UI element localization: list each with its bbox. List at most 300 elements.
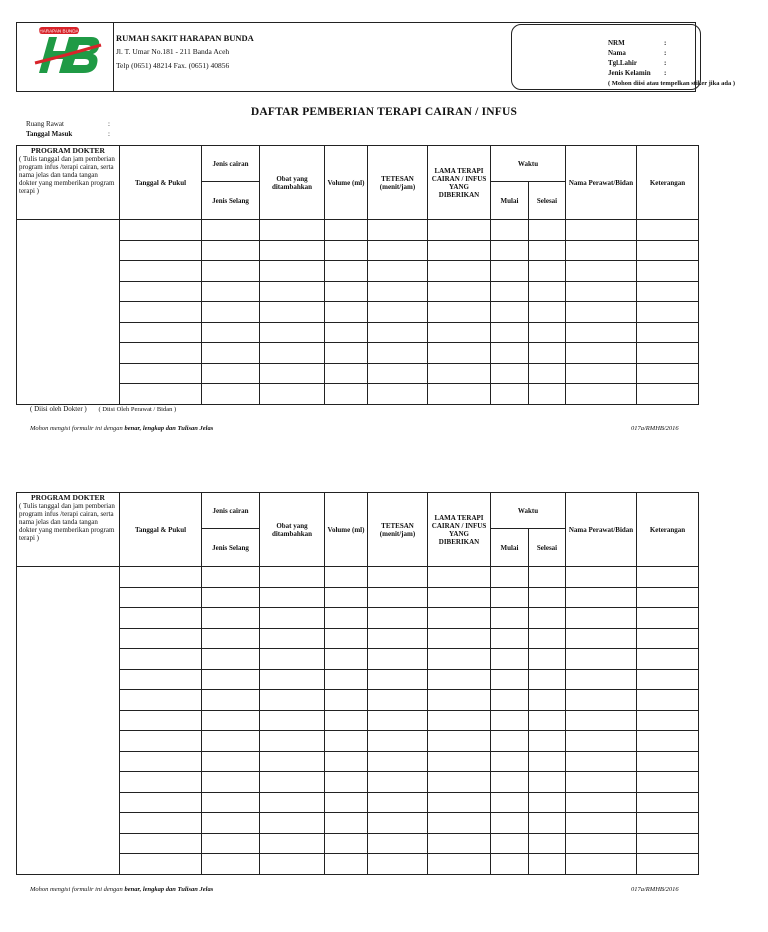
entry-cell[interactable] [529,772,566,793]
entry-cell[interactable] [491,343,529,364]
entry-cell[interactable] [491,384,529,405]
entry-cell[interactable] [637,710,699,731]
patient-field: Tgl.Lahir : [608,59,667,67]
col-obat: Obat yang ditambahkan [260,146,325,220]
program-dokter-cell[interactable] [17,567,120,875]
entry-cell[interactable] [566,608,637,629]
entry-cell[interactable] [325,628,368,649]
entry-cell[interactable] [120,813,202,834]
entry-cell[interactable] [202,772,260,793]
col-waktu: Waktu [491,146,566,182]
tanggal-masuk: Tanggal Masuk : [26,130,110,138]
entry-cell[interactable] [491,813,529,834]
entry-cell[interactable] [491,669,529,690]
entry-cell[interactable] [566,751,637,772]
entry-cell[interactable] [566,628,637,649]
entry-cell[interactable] [637,343,699,364]
entry-cell[interactable] [202,322,260,343]
entry-cell[interactable] [529,343,566,364]
entry-cell[interactable] [120,710,202,731]
entry-cell[interactable] [428,261,491,282]
therapy-table-2 [16,492,699,875]
signature-notes [30,405,176,413]
entry-cell[interactable] [260,710,325,731]
entry-cell[interactable] [491,567,529,588]
table-row [17,669,699,690]
entry-cell[interactable] [120,363,202,384]
entry-cell[interactable] [566,710,637,731]
table-row [17,567,699,588]
entry-cell[interactable] [325,772,368,793]
entry-cell[interactable] [325,731,368,752]
entry-cell[interactable] [202,710,260,731]
entry-cell[interactable] [491,587,529,608]
entry-cell[interactable] [529,587,566,608]
admission-info [26,119,110,139]
entry-cell[interactable] [325,363,368,384]
entry-cell[interactable] [368,833,428,854]
entry-cell[interactable] [637,669,699,690]
entry-cell[interactable] [491,792,529,813]
table-row [17,587,699,608]
entry-cell[interactable] [368,363,428,384]
entry-cell[interactable] [491,628,529,649]
entry-cell[interactable] [368,792,428,813]
entry-cell[interactable] [120,322,202,343]
entry-cell[interactable] [428,587,491,608]
col-mulai: Mulai [491,182,529,220]
col-keterangan: Keterangan [637,146,699,220]
entry-cell[interactable] [529,813,566,834]
entry-cell[interactable] [428,343,491,364]
col-jenis-selang: Jenis Selang [202,182,260,220]
entry-cell[interactable] [428,628,491,649]
entry-cell[interactable] [202,854,260,875]
table-row [17,731,699,752]
entry-cell[interactable] [491,649,529,670]
entry-cell[interactable] [491,608,529,629]
entry-cell[interactable] [566,854,637,875]
entry-cell[interactable] [120,567,202,588]
entry-cell[interactable] [368,854,428,875]
table-row [17,384,699,405]
table-row [17,322,699,343]
entry-cell[interactable] [637,649,699,670]
entry-cell[interactable] [637,772,699,793]
entry-cell[interactable] [325,669,368,690]
entry-cell[interactable] [260,302,325,323]
form-code-1: 017a/RMHB/2016 [631,425,679,432]
entry-cell[interactable] [202,792,260,813]
patient-fields [608,38,667,78]
entry-cell[interactable] [260,669,325,690]
entry-cell[interactable] [202,343,260,364]
col-mulai: Mulai [491,529,529,567]
col-volume: Volume (ml) [325,493,368,567]
table-row [17,772,699,793]
entry-cell[interactable] [368,281,428,302]
entry-cell[interactable] [368,240,428,261]
entry-cell[interactable] [120,281,202,302]
entry-cell[interactable] [491,731,529,752]
entry-cell[interactable] [260,220,325,241]
entry-cell[interactable] [637,567,699,588]
entry-cell[interactable] [491,261,529,282]
entry-cell[interactable] [566,220,637,241]
entry-cell[interactable] [368,567,428,588]
entry-cell[interactable] [368,772,428,793]
entry-cell[interactable] [202,567,260,588]
entry-cell[interactable] [260,649,325,670]
entry-cell[interactable] [529,649,566,670]
entry-cell[interactable] [368,710,428,731]
entry-cell[interactable] [260,751,325,772]
entry-cell[interactable] [368,731,428,752]
entry-cell[interactable] [202,690,260,711]
entry-cell[interactable] [637,384,699,405]
entry-cell[interactable] [428,649,491,670]
entry-cell[interactable] [491,710,529,731]
entry-cell[interactable] [529,628,566,649]
entry-cell[interactable] [637,751,699,772]
entry-cell[interactable] [260,628,325,649]
col-jenis-selang: Jenis Selang [202,529,260,567]
entry-cell[interactable] [120,587,202,608]
entry-cell[interactable] [529,302,566,323]
entry-cell[interactable] [529,322,566,343]
entry-cell[interactable] [428,710,491,731]
entry-cell[interactable] [202,281,260,302]
entry-cell[interactable] [325,343,368,364]
col-jenis-cairan: Jenis cairan [202,493,260,529]
entry-cell[interactable] [325,384,368,405]
entry-cell[interactable] [428,854,491,875]
entry-cell[interactable] [120,608,202,629]
entry-cell[interactable] [491,281,529,302]
entry-cell[interactable] [120,343,202,364]
patient-sticker-box [511,24,736,90]
entry-cell[interactable] [325,690,368,711]
entry-cell[interactable] [325,302,368,323]
entry-cell[interactable] [566,587,637,608]
entry-cell[interactable] [202,220,260,241]
entry-cell[interactable] [325,281,368,302]
entry-cell[interactable] [120,384,202,405]
entry-cell[interactable] [566,363,637,384]
entry-cell[interactable] [368,751,428,772]
entry-cell[interactable] [368,608,428,629]
entry-cell[interactable] [566,322,637,343]
entry-cell[interactable] [637,854,699,875]
entry-cell[interactable] [637,813,699,834]
entry-cell[interactable] [368,587,428,608]
entry-cell[interactable] [325,833,368,854]
sign-perawat: ( Diisi Oleh Perawat / Bidan ) [98,406,177,413]
entry-cell[interactable] [202,384,260,405]
entry-cell[interactable] [202,649,260,670]
sticker-note: ( Mohon diisi atau tempelkan stiker jika ada ) [608,80,736,87]
entry-cell[interactable] [529,731,566,752]
header-box [16,22,736,92]
entry-cell[interactable] [566,261,637,282]
logo-text: HARAPAN BUNDA [39,28,79,34]
hospital-phone: Telp (0651) 48214 Fax. (0651) 40856 [116,61,230,70]
table-row [17,628,699,649]
entry-cell[interactable] [529,833,566,854]
entry-cell[interactable] [120,792,202,813]
entry-cell[interactable] [368,302,428,323]
table-row [17,792,699,813]
entry-cell[interactable] [428,751,491,772]
entry-cell[interactable] [529,751,566,772]
table-row [17,240,699,261]
entry-cell[interactable] [566,669,637,690]
entry-cell[interactable] [529,384,566,405]
col-tetesan: TETESAN (menit/jam) [368,146,428,220]
entry-cell[interactable] [368,649,428,670]
col-obat: Obat yang ditambahkan [260,493,325,567]
table-row [17,813,699,834]
program-dokter-cell[interactable] [17,220,120,405]
col-waktu: Waktu [491,493,566,529]
entry-cell[interactable] [491,833,529,854]
entry-cell[interactable] [368,813,428,834]
entry-cell[interactable] [491,854,529,875]
table-row [17,833,699,854]
entry-cell[interactable] [260,281,325,302]
entry-cell[interactable] [325,608,368,629]
entry-cell[interactable] [428,567,491,588]
entry-cell[interactable] [260,567,325,588]
entry-cell[interactable] [368,669,428,690]
entry-cell[interactable] [428,608,491,629]
entry-cell[interactable] [491,772,529,793]
entry-cell[interactable] [637,690,699,711]
entry-cell[interactable] [566,343,637,364]
entry-cell[interactable] [491,240,529,261]
form-title: DAFTAR PEMBERIAN TERAPI CAIRAN / INFUS [250,106,518,118]
col-lama: LAMA TERAPI CAIRAN / INFUS YANG DIBERIKAN [428,146,491,220]
entry-cell[interactable] [566,384,637,405]
entry-cell[interactable] [637,281,699,302]
table-row [17,751,699,772]
entry-cell[interactable] [428,792,491,813]
entry-cell[interactable] [260,261,325,282]
entry-cell[interactable] [491,302,529,323]
entry-cell[interactable] [566,833,637,854]
entry-cell[interactable] [491,220,529,241]
table-row [17,363,699,384]
entry-cell[interactable] [637,220,699,241]
entry-cell[interactable] [260,240,325,261]
entry-cell[interactable] [428,363,491,384]
entry-cell[interactable] [202,751,260,772]
entry-cell[interactable] [202,302,260,323]
entry-cell[interactable] [368,343,428,364]
entry-cell[interactable] [637,731,699,752]
entry-cell[interactable] [566,792,637,813]
entry-cell[interactable] [325,813,368,834]
entry-cell[interactable] [120,833,202,854]
patient-field: NRM : [608,39,667,47]
ruang-rawat: Ruang Rawat : [26,120,110,128]
entry-cell[interactable] [260,854,325,875]
entry-cell[interactable] [529,567,566,588]
entry-cell[interactable] [529,854,566,875]
entry-cell[interactable] [637,628,699,649]
entry-cell[interactable] [120,628,202,649]
col-selesai: Selesai [529,529,566,567]
entry-cell[interactable] [637,363,699,384]
entry-cell[interactable] [260,343,325,364]
table-row [17,854,699,875]
entry-cell[interactable] [260,792,325,813]
entry-cell[interactable] [529,240,566,261]
therapy-table-1 [16,145,699,405]
entry-cell[interactable] [120,690,202,711]
entry-cell[interactable] [120,261,202,282]
entry-cell[interactable] [637,587,699,608]
entry-cell[interactable] [529,281,566,302]
entry-cell[interactable] [202,833,260,854]
entry-cell[interactable] [529,710,566,731]
entry-cell[interactable] [202,261,260,282]
entry-cell[interactable] [491,751,529,772]
entry-cell[interactable] [120,772,202,793]
entry-cell[interactable] [260,608,325,629]
entry-cell[interactable] [566,772,637,793]
entry-cell[interactable] [428,669,491,690]
entry-cell[interactable] [325,240,368,261]
entry-cell[interactable] [325,854,368,875]
entry-cell[interactable] [325,649,368,670]
entry-cell[interactable] [120,731,202,752]
entry-cell[interactable] [325,751,368,772]
entry-cell[interactable] [368,322,428,343]
entry-cell[interactable] [120,854,202,875]
entry-cell[interactable] [428,220,491,241]
entry-cell[interactable] [120,649,202,670]
entry-cell[interactable] [529,220,566,241]
entry-cell[interactable] [368,384,428,405]
entry-cell[interactable] [637,240,699,261]
entry-cell[interactable] [202,813,260,834]
table-row [17,220,699,241]
entry-cell[interactable] [529,608,566,629]
entry-cell[interactable] [566,281,637,302]
entry-cell[interactable] [566,813,637,834]
entry-cell[interactable] [260,772,325,793]
entry-cell[interactable] [566,302,637,323]
entry-cell[interactable] [325,322,368,343]
entry-cell[interactable] [428,813,491,834]
entry-cell[interactable] [325,710,368,731]
entry-cell[interactable] [368,220,428,241]
entry-cell[interactable] [120,669,202,690]
entry-cell[interactable] [260,587,325,608]
entry-cell[interactable] [325,792,368,813]
form-code-2: 017a/RMHB/2016 [631,886,679,893]
entry-cell[interactable] [428,281,491,302]
entry-cell[interactable] [368,690,428,711]
entry-cell[interactable] [120,240,202,261]
entry-cell[interactable] [566,690,637,711]
entry-cell[interactable] [491,363,529,384]
entry-cell[interactable] [428,322,491,343]
entry-cell[interactable] [428,384,491,405]
patient-field: Jenis Kelamin : [608,69,667,77]
entry-cell[interactable] [637,792,699,813]
entry-cell[interactable] [428,772,491,793]
sign-dokter: ( Diisi oleh Dokter ) [30,405,87,413]
entry-cell[interactable] [202,363,260,384]
entry-cell[interactable] [428,833,491,854]
entry-cell[interactable] [260,690,325,711]
entry-cell[interactable] [491,322,529,343]
entry-cell[interactable] [325,220,368,241]
patient-field: Nama : [608,49,667,57]
entry-cell[interactable] [637,322,699,343]
entry-cell[interactable] [260,322,325,343]
entry-cell[interactable] [428,240,491,261]
table-row [17,690,699,711]
entry-cell[interactable] [260,363,325,384]
entry-cell[interactable] [529,690,566,711]
entry-cell[interactable] [202,608,260,629]
entry-cell[interactable] [368,628,428,649]
entry-cell[interactable] [325,261,368,282]
entry-cell[interactable] [529,363,566,384]
entry-cell[interactable] [637,833,699,854]
entry-cell[interactable] [637,302,699,323]
entry-cell[interactable] [368,261,428,282]
entry-cell[interactable] [260,731,325,752]
logo-cell [17,23,114,91]
entry-cell[interactable] [120,751,202,772]
entry-cell[interactable] [120,220,202,241]
entry-cell[interactable] [202,731,260,752]
entry-cell[interactable] [428,690,491,711]
entry-cell[interactable] [260,384,325,405]
entry-cell[interactable] [202,628,260,649]
entry-cell[interactable] [260,813,325,834]
entry-cell[interactable] [566,240,637,261]
entry-cell[interactable] [325,567,368,588]
entry-cell[interactable] [202,587,260,608]
table-row [17,261,699,282]
table-row [17,710,699,731]
entry-cell[interactable] [260,833,325,854]
entry-cell[interactable] [529,669,566,690]
hospital-address: Jl. T. Umar No.181 - 211 Banda Aceh [116,47,230,56]
table-row [17,302,699,323]
col-nama-perawat: Nama Perawat/Bidan [566,146,637,220]
entry-cell[interactable] [566,731,637,752]
entry-cell[interactable] [566,649,637,670]
entry-cell[interactable] [120,302,202,323]
entry-cell[interactable] [428,731,491,752]
entry-cell[interactable] [529,261,566,282]
entry-cell[interactable] [637,261,699,282]
entry-cell[interactable] [529,792,566,813]
entry-cell[interactable] [202,240,260,261]
entry-cell[interactable] [428,302,491,323]
entry-cell[interactable] [566,567,637,588]
entry-cell[interactable] [325,587,368,608]
entry-cell[interactable] [202,669,260,690]
entry-cell[interactable] [637,608,699,629]
entry-cell[interactable] [491,690,529,711]
